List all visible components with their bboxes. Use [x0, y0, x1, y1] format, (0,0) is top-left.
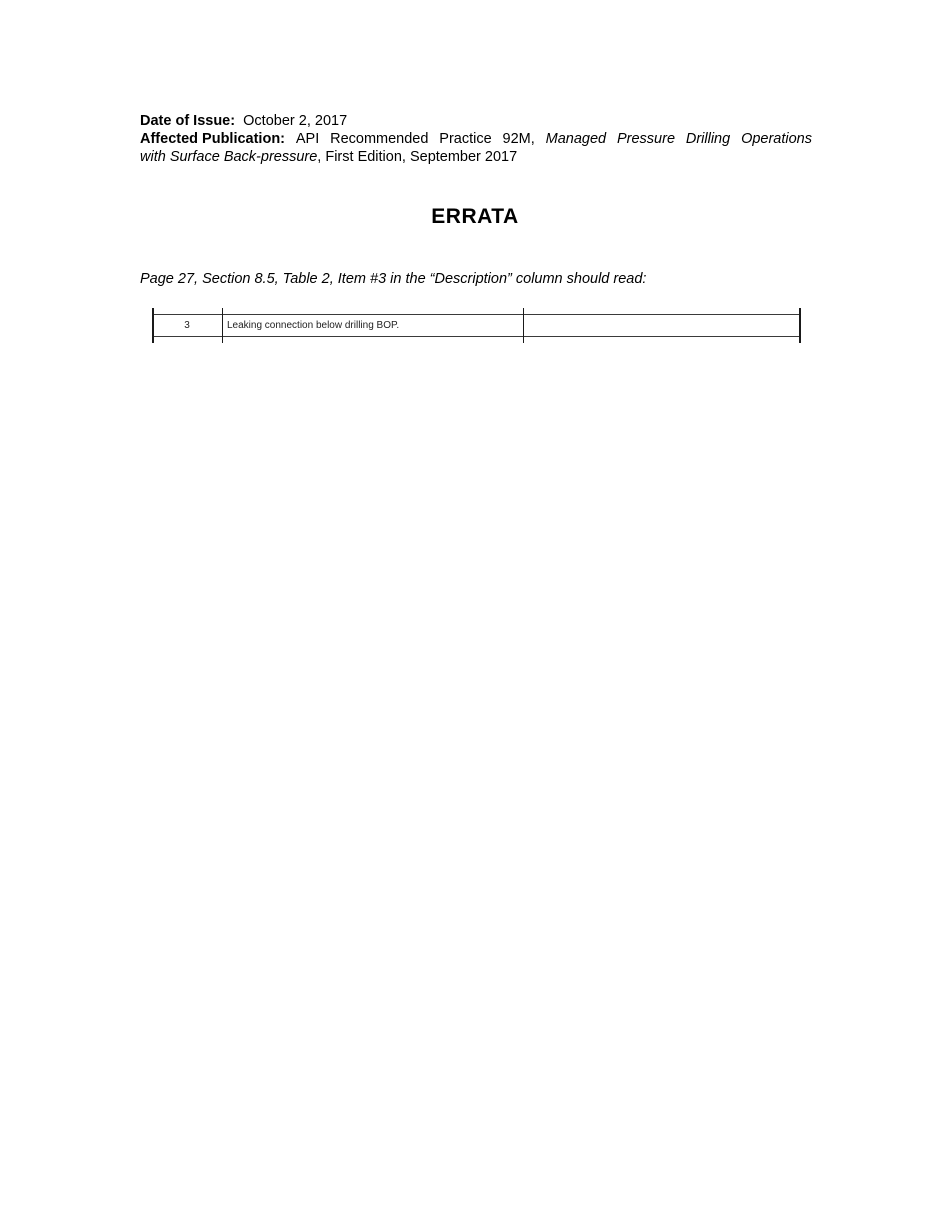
date-of-issue-line [140, 112, 812, 130]
corrected-table-excerpt [152, 308, 801, 343]
affected-publication-label: Affected Publication: [140, 131, 286, 147]
publication-word: Recommended [330, 131, 429, 147]
publication-continuation-line [140, 148, 812, 166]
affected-publication-line [140, 130, 812, 148]
table-cell-item-number: 3 [184, 320, 190, 331]
publication-title-word: Pressure [616, 131, 676, 147]
publication-title-continuation: with Surface Back-pressure [140, 149, 318, 165]
issue-header [140, 112, 812, 166]
publication-title-word: Managed [545, 131, 607, 147]
table-bottom-rule [152, 336, 801, 337]
date-of-issue-label: Date of Issue: [140, 113, 236, 129]
publication-word: API [295, 131, 320, 147]
table-right-border [799, 308, 801, 343]
publication-number: 92M, [502, 131, 535, 147]
table-column-divider [523, 308, 524, 343]
publication-edition: , First Edition, September 2017 [317, 149, 518, 165]
errata-instruction: Page 27, Section 8.5, Table 2, Item #3 in the “Description” column should read: [140, 271, 647, 287]
table-column-divider [222, 308, 223, 343]
table-top-rule [152, 314, 801, 315]
errata-title: ERRATA [431, 205, 519, 228]
date-of-issue-value: October 2, 2017 [243, 113, 348, 129]
publication-title-word: Operations [741, 131, 812, 147]
publication-title-word: Drilling [685, 131, 731, 147]
table-cell-description: Leaking connection below drilling BOP. [227, 320, 400, 331]
publication-word: Practice [439, 131, 492, 147]
